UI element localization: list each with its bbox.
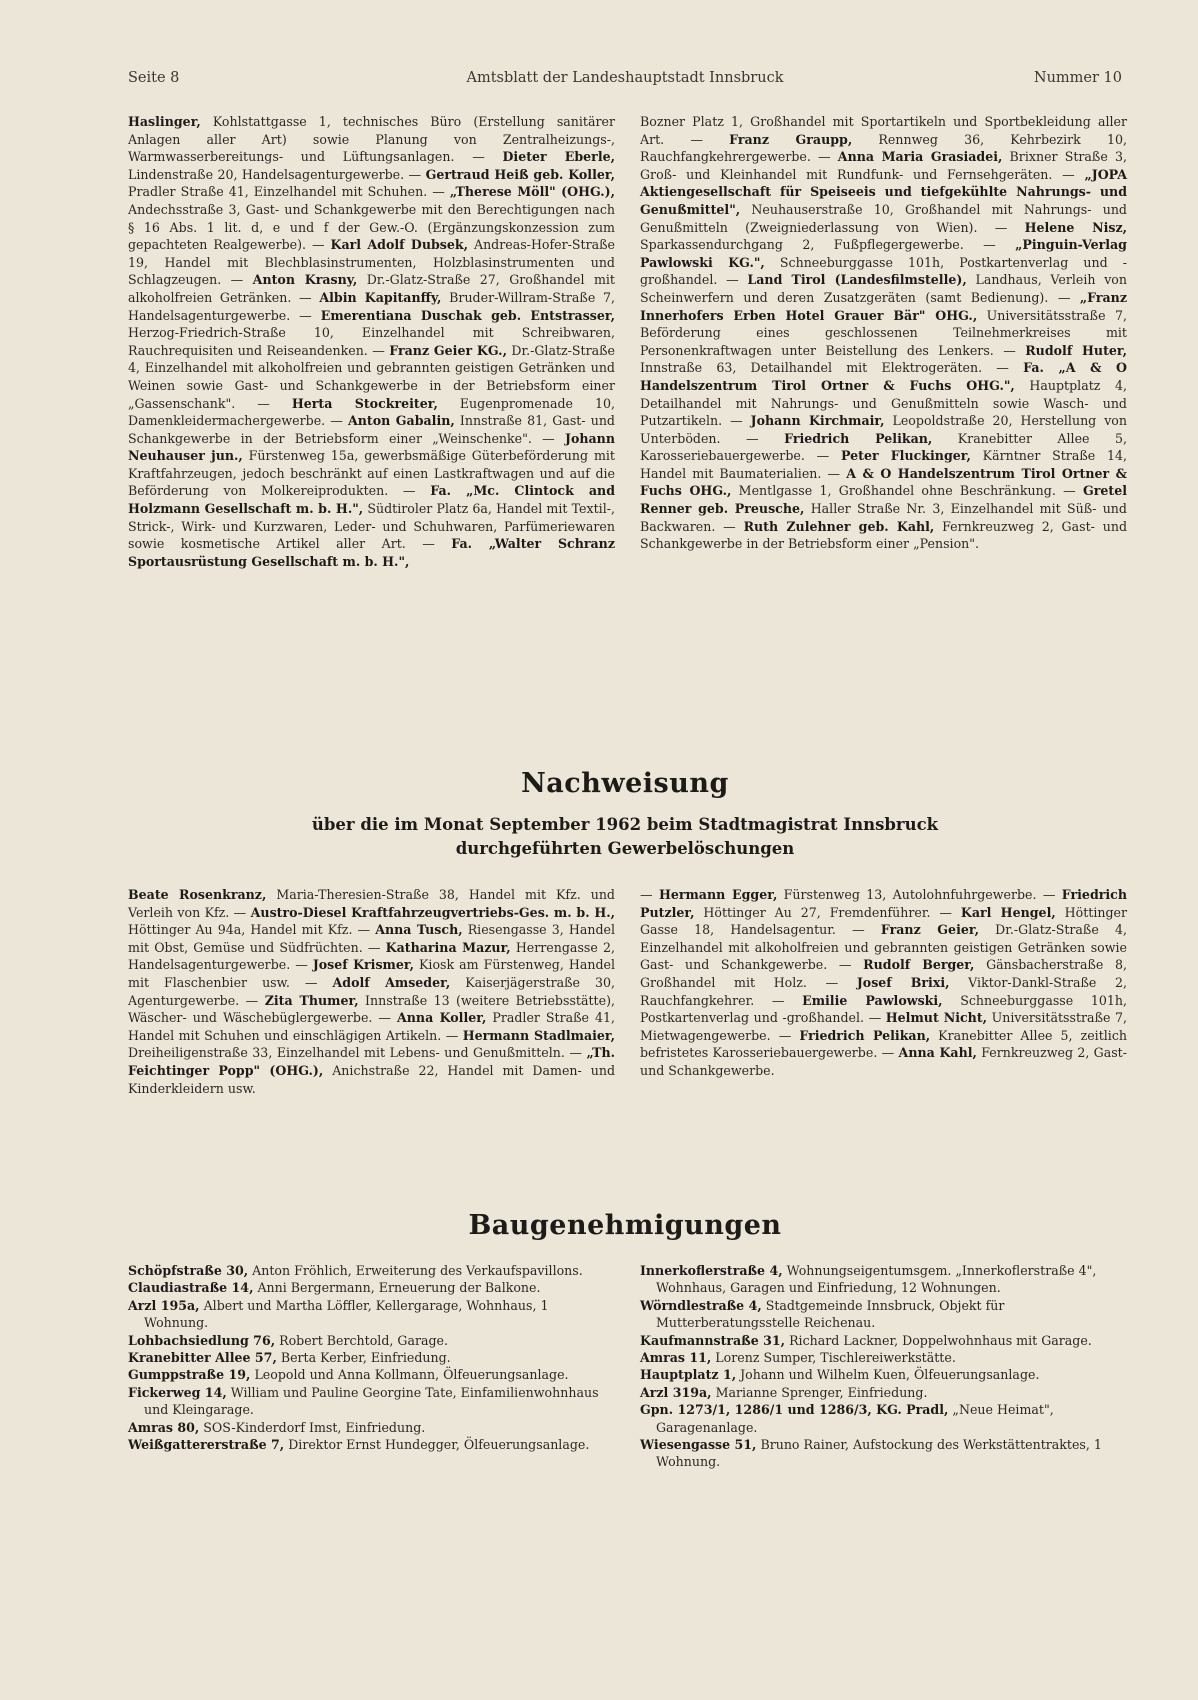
permit-address: Wörndlestraße 4, [640, 1297, 762, 1313]
entry-name: Haslinger, [128, 114, 201, 129]
permit-address: Hauptplatz 1, [640, 1367, 737, 1383]
permit-address: Gumppstraße 19, [128, 1367, 251, 1383]
permit-details: SOS-Kinderdorf Imst, Einfriedung. [199, 1419, 426, 1435]
entry-name: Franz Geier, [880, 922, 979, 938]
entry-name: Emerentiana Duschak geb. Entstrasser, [320, 307, 615, 323]
entry-text: Herzog-Friedrich-Straße 10, Einzelhandel mit Schreibwaren, Rauchrequisiten und Reiseandenken. — [128, 325, 615, 358]
entry-name: Karl Adolf Dubsek, [330, 237, 469, 253]
permit-details: Robert Berchtold, Garage. [275, 1332, 449, 1348]
entry-text: Herrengasse 2, Handelsagenturgewerbe. — [128, 939, 615, 973]
entry-text: Anichstraße 22, Handel mit Damen- und Kinderkleidern usw. [128, 1062, 616, 1096]
entry-text: Universitätsstraße 7, Mietwagengewerbe. — [640, 1010, 1128, 1043]
permit-details: Marianne Sprenger, Einfriedung. [711, 1384, 928, 1400]
permit-address: Claudiastraße 14, [128, 1280, 254, 1296]
permits-column-right [640, 1262, 1127, 1471]
entry-name: Herta Stockreiter, [291, 395, 438, 411]
entry-text: Fürstenweg 15a, gewerbsmäßige Güterbeförderung mit Kraftfahrzeugen, jedoch beschränkt auf einen Lastkraftwagen und auf die Beförderung von Molkereiprodukten. — [128, 448, 615, 499]
entry-text: Fernkreuzweg 2, Gast- und Schankgewerbe in der Betriebsform einer „Pension". [640, 518, 1128, 552]
permit-address: Kranebitter Allee 57, [128, 1350, 277, 1366]
entry-text: Fürstenweg 13, Autolohnfuhrgewerbe. — [777, 887, 1062, 902]
entry-text: Riesengasse 3, Handel mit Obst, Gemüse und Südfrüchten. — [128, 922, 615, 955]
entry-name: Josef Brixi, [856, 974, 950, 990]
permit-details: Berta Kerber, Einfriedung. [276, 1350, 451, 1366]
permit-details: Johann und Wilhelm Kuen, Ölfeuerungsanlage. [736, 1367, 1040, 1383]
deletions-column-right [640, 886, 1127, 1166]
entry-name: Fa. „Mc. Clintock and Holzmann Gesellschaft m. b. H.", [128, 483, 616, 517]
entry-name: „Franz Innerhofers Erben Hotel Grauer Bär" OHG., [640, 289, 1127, 323]
entry-text: Kranebitter Allee 5, Karosseriebauergewerbe. — [640, 430, 1127, 464]
permit-entry [128, 1436, 615, 1453]
entry-name: A & O Handelszentrum Tirol Ortner & Fuchs OHG., [640, 465, 1127, 499]
permit-entry [640, 1349, 1127, 1366]
entry-name: Rudolf Berger, [863, 957, 975, 973]
permit-entry [128, 1384, 615, 1419]
entry-text: Kohlstattgasse 1, technisches Büro (Erstellung sanitärer Anlagen aller Art) sowie Planung von Zentralheizungs-, Warmwasserbereitungs- und Lüftungsanlagen. — [128, 114, 615, 165]
entry-name: Helene Nisz, [1024, 219, 1127, 235]
entry-name: Land Tirol (Landesfilmstelle), [747, 272, 967, 288]
entry-name: Friedrich Putzler, [640, 887, 1127, 920]
entry-text: Bozner Platz 1, Großhandel mit Sportartikeln und Sportbekleidung aller Art. — [640, 114, 1127, 147]
entry-text: Dreiheiligenstraße 33, Einzelhandel mit Lebens- und Genußmitteln. — [128, 1045, 587, 1061]
entry-name: Franz Graupp, [729, 131, 853, 147]
permit-entry [640, 1384, 1127, 1401]
entry-text: Innstraße 81, Gast- und Schankgewerbe in der Betriebsform einer „Weinschenke". — [128, 413, 615, 446]
entry-name: Ruth Zulehner geb. Kahl, [743, 518, 935, 534]
entry-name: „Therese Möll" (OHG.), [449, 184, 615, 200]
entry-text: Höttinger Au 94a, Handel mit Kfz. — [128, 922, 376, 938]
entry-name: Anton Gabalin, [347, 413, 455, 429]
entry-name: Johann Kirchmair, [750, 413, 885, 429]
section-subtitle-line1: über die im Monat September 1962 beim Stadtmagistrat Innsbruck [311, 815, 939, 834]
entry-text: Kärntner Straße 14, Handel mit Baumaterialien. — [640, 448, 1127, 481]
entry-name: Gretel Renner geb. Preusche, [640, 483, 1128, 517]
entry-name: Hermann Egger, [658, 887, 778, 902]
entry-text: — [640, 887, 659, 902]
permit-entry [640, 1401, 1127, 1436]
entry-name: „JOPA Aktiengesellschaft für Speiseeis und tiefgekühlte Nahrungs- und Genußmittel", [640, 166, 1127, 217]
entry-text: Pradler Straße 41, Einzelhandel mit Schuhen. — [128, 184, 450, 200]
permit-address: Kaufmannstraße 31, [640, 1332, 786, 1348]
permit-entry [640, 1297, 1127, 1332]
entry-name: Helmut Nicht, [885, 1010, 988, 1026]
entry-text: Universitätsstraße 7, Beförderung eines geschlossenen Teilnehmerkreises mit Personenkraftwagen unter Beistellung des Lenkers. — [640, 307, 1128, 358]
entry-text: Sparkassendurchgang 2, Fußpflegergewerbe. — [640, 237, 1016, 253]
entry-text: Eugenpromenade 10, Damenkleidermachergewerbe. — [128, 395, 615, 429]
permit-entry [640, 1436, 1127, 1471]
entry-name: Emilie Pawlowski, [802, 992, 943, 1008]
registrations-column-right [640, 113, 1127, 713]
entry-name: Anna Maria Grasiadei, [837, 149, 1003, 165]
permit-address: Arzl 195a, [128, 1297, 200, 1313]
entry-text: Dr.-Glatz-Straße 4, Einzelhandel mit alkoholfreien und gebrannten geistigen Getränken und Weinen sowie Gast- und Schankgewerbe in der Betriebsform einer „Gassenschank". — [128, 342, 616, 411]
permit-details: William und Pauline Georgine Tate, Einfamilienwohnhaus und Kleingarage. [144, 1384, 599, 1418]
permit-address: Weißgattererstraße 7, [128, 1437, 285, 1453]
entry-text: Viktor-Dankl-Straße 2, Rauchfangkehrer. — [640, 974, 1128, 1008]
permit-address: Fickerweg 14, [128, 1384, 227, 1400]
entry-name: Beate Rosenkranz, [128, 887, 267, 902]
entry-text: Dr.-Glatz-Straße 27, Großhandel mit alkoholfreien Getränken. — [128, 272, 615, 305]
permit-address: Schöpfstraße 30, [128, 1263, 249, 1278]
permit-address: Amras 11, [640, 1350, 712, 1366]
entry-text: Kiosk am Fürstenweg, Handel mit Flaschenbier usw. — [128, 957, 615, 990]
entry-text: Pradler Straße 41, Handel mit Schuhen und einschlägigen Artikeln. — [128, 1010, 616, 1043]
permit-entry [128, 1279, 615, 1296]
section-title-baugenehmigungen: Baugenehmigungen [468, 1210, 782, 1241]
permit-entry [128, 1332, 615, 1349]
entry-text: Dr.-Glatz-Straße 4, Einzelhandel mit alkoholfreien und gebrannten geistigen Getränken sowie Gast- und Schankgewerbe. — [640, 922, 1128, 973]
permit-details: Anni Bergermann, Erneuerung der Balkone. [253, 1280, 541, 1296]
entry-text: Haller Straße Nr. 3, Einzelhandel mit Süß- und Backwaren. — [640, 501, 1127, 534]
permit-details: Wohnungseigentumsgem. „Innerkoflerstraße 4", Wohnhaus, Garagen und Einfriedung, 12 Wohnungen. [656, 1263, 1097, 1296]
publication-title: Amtsblatt der Landeshauptstadt Innsbruck [466, 70, 784, 86]
entry-name: Fa. „A & O Handelszentrum Tirol Ortner & Fuchs OHG.", [640, 360, 1128, 393]
entry-text: Gänsbacherstraße 8, Großhandel mit Holz. — [640, 957, 1127, 990]
entry-name: Johann Neuhauser jun., [128, 430, 615, 464]
permit-details: Albert und Martha Löffler, Kellergarage, Wohnhaus, 1 Wohnung. [144, 1297, 549, 1331]
permit-entry [640, 1262, 1127, 1297]
entry-text: Andechsstraße 3, Gast- und Schankgewerbe mit den Berechtigungen nach § 16 Abs. 1 lit. d, e und f der Gew.-O. (Ergänzungskonzession zum gepachteten Realgewerbe). — [128, 201, 615, 253]
entry-name: Austro-Diesel Kraftfahrzeugvertriebs-Ges. m. b. H., [250, 904, 616, 920]
entry-text: Maria-Theresien-Straße 38, Handel mit Kfz. und Verleih von Kfz. — [128, 887, 615, 920]
entry-name: Katharina Mazur, [385, 939, 511, 955]
entry-name: Anna Koller, [397, 1010, 487, 1026]
entry-text: Neuhauserstraße 10, Großhandel mit Nahrungs- und Genußmitteln (Zweigniederlassung von Wien). — [640, 201, 1127, 235]
permit-entry [640, 1366, 1127, 1383]
page-number: Seite 8 [128, 70, 180, 86]
entry-text: Rennweg 36, Kehrbezirk 10, Rauchfangkehrergewerbe. — [640, 131, 1127, 165]
entry-text: Höttinger Gasse 18, Handelsagentur. — [640, 904, 1128, 938]
registrations-column-left [128, 113, 615, 713]
deletions-column-left [128, 886, 615, 1166]
issue-number: Nummer 10 [1033, 70, 1122, 86]
entry-text: Schneeburggasse 101h, Postkartenverlag und -großhandel. — [640, 254, 1127, 288]
permit-details: Direktor Ernst Hundegger, Ölfeuerungsanlage. [284, 1437, 590, 1453]
entry-text: Fernkreuzweg 2, Gast- und Schankgewerbe. [640, 1045, 1127, 1078]
permit-details: „Neue Heimat", Garagenanlage. [656, 1402, 1054, 1435]
entry-name: Hermann Stadlmaier, [462, 1027, 615, 1043]
entry-text: Kaiserjägerstraße 30, Agenturgewerbe. — [128, 974, 615, 1008]
entry-name: Peter Fluckinger, [840, 448, 971, 464]
entry-text: Höttinger Au 27, Fremdenführer. — [694, 904, 961, 920]
entry-text: Bruder-Willram-Straße 7, Handelsagenturgewerbe. — [128, 289, 616, 323]
entry-name: Franz Geier KG., [389, 342, 507, 358]
entry-name: Zita Thumer, [264, 992, 359, 1008]
permit-address: Innerkoflerstraße 4, [640, 1263, 783, 1278]
section-subtitle-line2: durchgeführten Gewerbelöschungen [455, 839, 795, 858]
entry-text: Brixner Straße 3, Groß- und Kleinhandel mit Rundfunk- und Fernsehgeräten. — [640, 149, 1127, 182]
entry-name: Adolf Amseder, [332, 974, 451, 990]
permit-entry [640, 1332, 1127, 1349]
permit-address: Amras 80, [128, 1419, 200, 1435]
entry-name: Gertraud Heiß geb. Koller, [425, 166, 615, 182]
entry-text: Innstraße 63, Detailhandel mit Elektrogeräten. — [640, 360, 1024, 376]
page-header [128, 70, 1122, 90]
permit-details: Bruno Rainer, Aufstockung des Werkstättentraktes, 1 Wohnung. [656, 1437, 1102, 1470]
permit-details: Stadtgemeinde Innsbruck, Objekt für Mutterberatungsstelle Reichenau. [656, 1297, 1005, 1331]
permit-entry [128, 1419, 615, 1436]
entry-name: Anna Kahl, [898, 1045, 977, 1061]
entry-name: Fa. „Walter Schranz Sportausrüstung Gesellschaft m. b. H.", [128, 536, 615, 569]
entry-name: Anna Tusch, [375, 922, 463, 938]
permit-details: Anton Fröhlich, Erweiterung des Verkaufspavillons. [248, 1263, 583, 1278]
entry-name: „Th. Feichtinger Popp" (OHG.), [128, 1045, 615, 1078]
section-title-nachweisung: Nachweisung [521, 768, 729, 799]
entry-text: Südtiroler Platz 6a, Handel mit Textil-, Strick-, Wirk- und Kurzwaren, Leder- und Schuhwaren, Parfümeriewaren sowie kosmetische Artikel aller Art. — [128, 501, 615, 552]
entry-name: Dieter Eberle, [502, 149, 615, 165]
entry-name: Anton Krasny, [252, 272, 358, 288]
entry-name: Albin Kapitanffy, [319, 289, 442, 305]
permit-address: Lohbachsiedlung 76, [128, 1332, 276, 1348]
permit-entry [128, 1349, 615, 1366]
entry-text: Hauptplatz 4, Detailhandel mit Nahrungs- und Genußmitteln sowie Wasch- und Putzartikeln. — [640, 377, 1127, 429]
permit-address: Gpn. 1273/1, 1286/1 und 1286/3, KG. Pradl, [640, 1402, 949, 1418]
permit-address: Wiesengasse 51, [640, 1437, 757, 1453]
entry-text: Mentlgasse 1, Großhandel ohne Beschränkung. — [731, 483, 1083, 499]
permit-entry [128, 1262, 615, 1279]
entry-text: Kranebitter Allee 5, zeitlich befristetes Karosseriebauergewerbe. — [640, 1027, 1127, 1061]
entry-name: Josef Krismer, [312, 957, 414, 973]
entry-text: Andreas-Hofer-Straße 19, Handel mit Blechblasinstrumenten, Holzblasinstrumenten und Schlagzeugen. — [128, 237, 615, 288]
entry-name: Friedrich Pelikan, [799, 1027, 931, 1043]
entry-name: „Pinguin-Verlag Pawlowski KG.", [640, 237, 1127, 270]
permit-details: Leopold und Anna Kollmann, Ölfeuerungsanlage. [250, 1367, 569, 1383]
permit-entry [128, 1366, 615, 1383]
entry-name: Friedrich Pelikan, [784, 430, 933, 446]
entry-text: Landhaus, Verleih von Scheinwerfern und deren Zusatzgeräten (samt Bedienung). — [640, 272, 1127, 305]
permit-details: Lorenz Sumper, Tischlereiwerkstätte. [711, 1350, 956, 1366]
permit-address: Arzl 319a, [640, 1384, 712, 1400]
entry-name: Karl Hengel, [960, 904, 1056, 920]
entry-text: Leopoldstraße 20, Herstellung von Unterböden. — [640, 413, 1128, 446]
permits-column-left [128, 1262, 615, 1453]
entry-name: Rudolf Huter, [1025, 342, 1128, 358]
entry-text: Schneeburggasse 101h, Postkartenverlag und -großhandel. — [640, 992, 1128, 1026]
permit-details: Richard Lackner, Doppelwohnhaus mit Garage. [785, 1332, 1092, 1348]
permit-entry [128, 1297, 615, 1332]
entry-text: Lindenstraße 20, Handelsagenturgewerbe. — [128, 166, 426, 182]
entry-text: Innstraße 13 (weitere Betriebsstätte), Wäscher- und Wäschebüglergewerbe. — [128, 992, 615, 1026]
